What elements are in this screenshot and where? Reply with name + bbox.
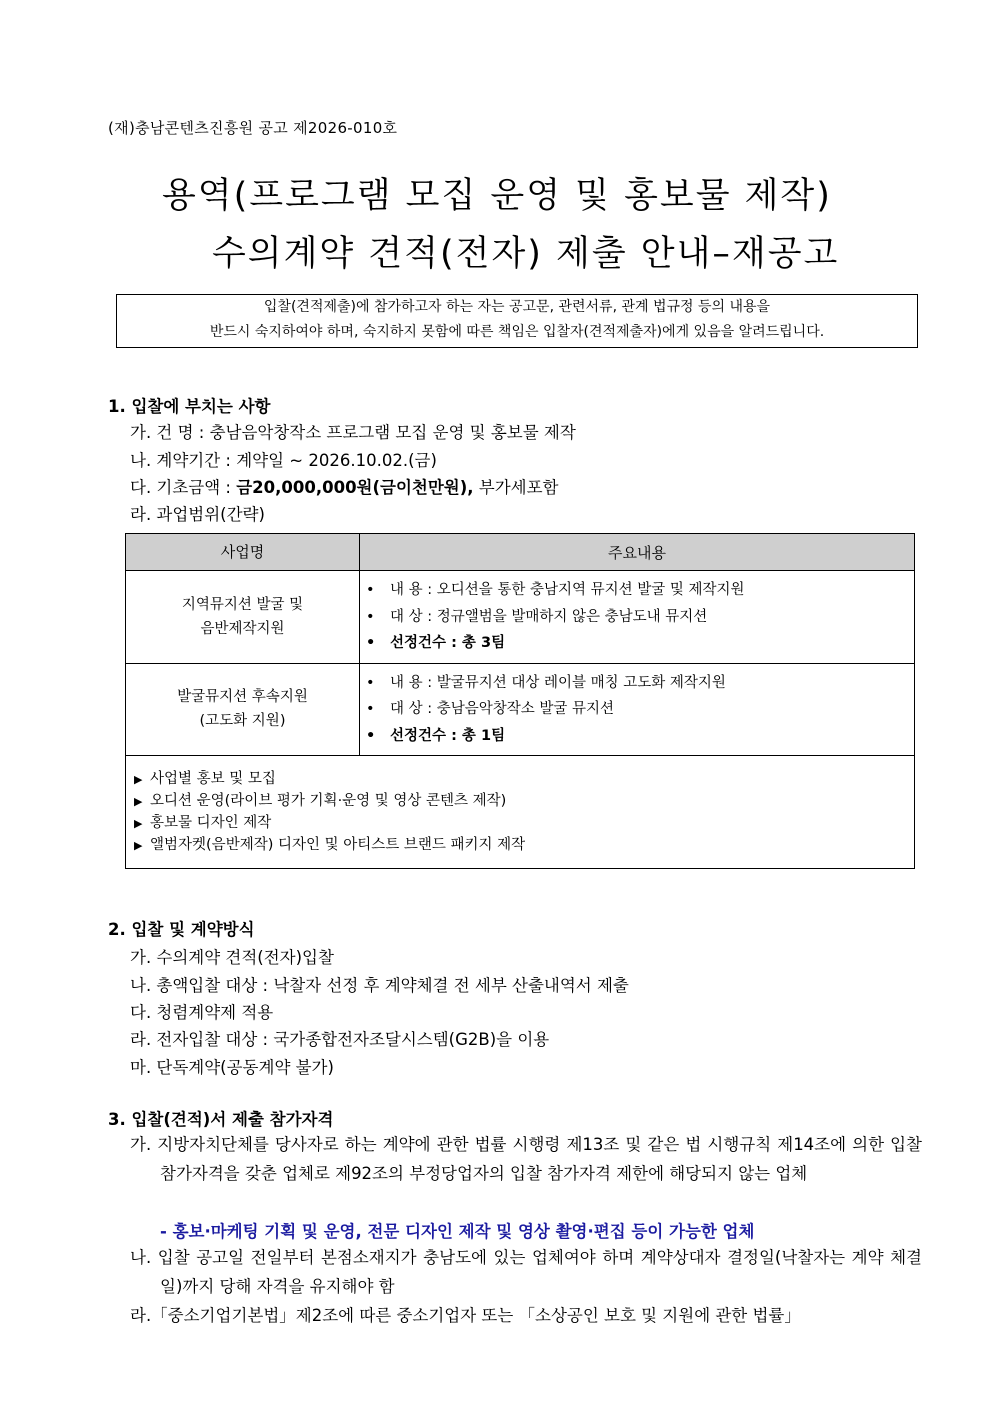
table-cell-name [126, 571, 360, 664]
scope-table [125, 533, 915, 869]
table-cell-content [360, 571, 915, 664]
section3-item-na: 나. 입찰 공고일 전일부터 본점소재지가 충남도에 있는 업체여야 하며 계약상대자 결정일(낙찰자는 계약 체결일)까지 당해 자격을 유지해야 함 [130, 1248, 922, 1296]
row-name-line1: 지역뮤지션 발굴 및 [181, 596, 304, 613]
item-da-amount: 금20,000,000원(금이천만원), [236, 478, 474, 497]
bullet-item: • 내 용 : 발굴뮤지션 대상 레이블 매칭 고도화 제작지원 [366, 674, 726, 691]
triangle-bullet-icon: ▶ [134, 839, 143, 852]
table-cell-content [360, 663, 915, 756]
row-name-line1: 발굴뮤지션 후속지원 [177, 689, 308, 706]
section1-heading: 1. 입찰에 부치는 사항 [108, 397, 271, 416]
section1-item-ga: 가. 건 명 : 충남음악창작소 프로그램 모집 운영 및 홍보물 제작 [130, 423, 576, 442]
item-da-prefix: 다. 기초금액 : [130, 478, 237, 497]
item-da-suffix: 부가세포함 [473, 478, 559, 497]
table-header-row [126, 534, 915, 571]
table-row [126, 571, 915, 664]
section2-heading: 2. 입찰 및 계약방식 [108, 920, 255, 939]
bullet-item: • 선정건수 : 총 1팀 [366, 727, 506, 744]
section3-item-ga-note: - 홍보·마케팅 기획 및 운영, 전문 디자인 제작 및 영상 촬영·편집 등이 가능한 업체 [160, 1222, 755, 1241]
notice-number: (재)충남콘텐츠진흥원 공고 제2026-010호 [108, 119, 398, 137]
section2-item: 나. 총액입찰 대상 : 낙찰자 선정 후 계약체결 전 세부 산출내역서 제출 [130, 976, 629, 995]
section3-item-ra: 라.「중소기업기본법」제2조에 따른 중소기업자 또는 「소상공인 보호 및 지원에 관한 법률」 [130, 1306, 801, 1325]
section2-item: 가. 수의계약 견적(전자)입찰 [130, 948, 334, 967]
bullet-item: • 대 상 : 충남음악창작소 발굴 뮤지션 [366, 701, 615, 717]
triangle-bullet-icon: ▶ [134, 773, 143, 786]
table-header-name: 사업명 [126, 534, 360, 571]
notice-box-line2: 반드시 숙지하여야 하며, 숙지하지 못함에 따른 책임은 입찰자(견적제출자)에게 있음을 알려드립니다. [209, 324, 825, 340]
table-row [126, 756, 915, 869]
bullet-item: • 내 용 : 오디션을 통한 충남지역 뮤지션 발굴 및 제작지원 [366, 582, 745, 598]
bullet-item: • 대 상 : 정규앨범을 발매하지 않은 충남도내 뮤지션 [366, 608, 708, 625]
page-title-line1: 용역(프로그램 모집 운영 및 홍보물 제작) [162, 176, 832, 216]
table-cell-name [126, 663, 360, 756]
notice-box-line1: 입찰(견적제출)에 참가하고자 하는 자는 공고문, 관련서류, 관계 법규정 등의 내용을 [263, 299, 771, 315]
list-item: ▶ 앨범자켓(음반제작) 디자인 및 아티스트 브랜드 패키지 제작 [134, 834, 914, 856]
list-item: ▶ 홍보물 디자인 제작 [134, 812, 914, 834]
row-name-line2: (고도화 지원) [199, 713, 286, 730]
row-name-line2: 음반제작지원 [200, 620, 285, 637]
triangle-bullet-icon: ▶ [134, 817, 143, 830]
triangle-bullet-icon: ▶ [134, 795, 143, 808]
section2-item: 마. 단독계약(공동계약 불가) [130, 1058, 334, 1077]
table-header-content: 주요내용 [360, 534, 915, 571]
bullet-item: • 선정건수 : 총 3팀 [366, 635, 506, 651]
section2-item: 다. 청렴계약제 적용 [130, 1003, 274, 1022]
list-item: ▶ 오디션 운영(라이브 평가 기획·운영 및 영상 콘텐츠 제작) [134, 790, 914, 812]
notice-box [116, 294, 918, 348]
list-item: ▶ 사업별 홍보 및 모집 [134, 768, 914, 790]
table-cell-extra [126, 756, 915, 869]
section1-item-da [130, 474, 559, 498]
section3-heading: 3. 입찰(견적)서 제출 참가자격 [108, 1110, 334, 1129]
section3-item-ga: 가. 지방자치단체를 당사자로 하는 계약에 관한 법률 시행령 제13조 및 같은 법 시행규칙 제14조에 의한 입찰 참가자격을 갖춘 업체로 제92조의 부정당업자의 입찰 참가자격 제한에 해당되지 않는 업체 [130, 1135, 922, 1183]
section1-item-na: 나. 계약기간 : 계약일 ~ 2026.10.02.(금) [130, 451, 437, 470]
table-row [126, 663, 915, 756]
page-title-line2: 수의계약 견적(전자) 제출 안내–재공고 [212, 234, 840, 274]
section2-item: 라. 전자입찰 대상 : 국가종합전자조달시스템(G2B)을 이용 [130, 1030, 550, 1049]
section1-item-ra: 라. 과업범위(간략) [130, 505, 265, 524]
